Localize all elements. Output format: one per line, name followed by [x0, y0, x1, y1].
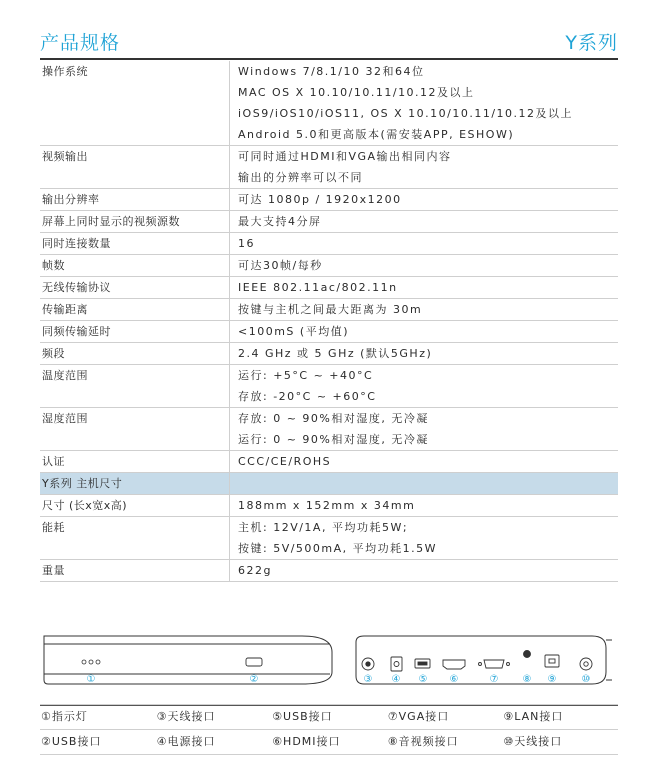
- spec-value-cell: [230, 211, 619, 233]
- section-label: Y系列 主机尺寸: [42, 477, 123, 490]
- spec-value-line: 运行: +5°C ~ +40°C: [238, 369, 374, 382]
- callout-10: ⑩: [581, 674, 591, 685]
- spec-row: [40, 255, 618, 277]
- section-spacer: [238, 473, 618, 494]
- spec-value-line: 2.4 GHz 或 5 GHz (默认5GHz): [238, 347, 433, 360]
- spec-key-cell: [40, 451, 230, 473]
- spec-value-cell: [230, 255, 619, 277]
- spec-key-cell: [40, 255, 230, 277]
- spec-key-cell: [40, 343, 230, 365]
- spec-row: [40, 146, 618, 189]
- spec-row: [40, 189, 618, 211]
- spec-row: [40, 61, 618, 146]
- spec-row: [40, 233, 618, 255]
- spec-row: [40, 408, 618, 451]
- av-port: [524, 651, 531, 658]
- spec-key: 同时连接数量: [42, 237, 111, 250]
- spec-value-line: 输出的分辨率可以不同: [238, 171, 363, 184]
- spec-value-cell: [230, 451, 619, 473]
- spec-value-line: 按键与主机之间最大距离为 30m: [238, 303, 423, 316]
- legend-item: ②USB接口: [40, 730, 156, 755]
- spec-value-line: MAC OS X 10.10/10.11/10.12及以上: [238, 86, 475, 99]
- spec-key: 视频输出: [42, 150, 88, 163]
- page-header: [40, 28, 618, 56]
- series-label: Y系列: [565, 32, 618, 54]
- spec-key: 尺寸 (长x宽x高): [42, 499, 128, 512]
- spec-key: 认证: [42, 455, 65, 468]
- spec-value-cell: [230, 299, 619, 321]
- legend-item: ①指示灯: [40, 705, 156, 730]
- spec-value-line: iOS9/iOS10/iOS11, OS X 10.10/10.11/10.12及以上: [238, 107, 574, 120]
- port-legend: [40, 704, 618, 755]
- lan-port: [545, 655, 559, 667]
- spec-value-line: IEEE 802.11ac/802.11n: [238, 281, 398, 294]
- spec-table-body: [40, 61, 618, 582]
- spec-key: 无线传输协议: [42, 281, 111, 294]
- legend-item: ⑧音视频接口: [387, 730, 503, 755]
- antenna-port-right: [580, 658, 592, 670]
- callout-8: ⑧: [522, 674, 532, 685]
- spec-key: 重量: [42, 564, 65, 577]
- callout-7: ⑦: [489, 674, 499, 685]
- indicator-lights: [82, 660, 100, 664]
- spec-value-cell: [230, 233, 619, 255]
- spec-key: 同频传输延时: [42, 325, 111, 338]
- spec-value-line: 188mm x 152mm x 34mm: [238, 499, 416, 512]
- callout-6: ⑥: [449, 674, 459, 685]
- spec-key: 操作系统: [42, 65, 88, 78]
- spec-value-line: 运行: 0 ~ 90%相对湿度, 无冷凝: [238, 433, 429, 446]
- spec-key-cell: [40, 146, 230, 189]
- spec-key-cell: [40, 560, 230, 582]
- spec-value-line: 最大支持4分屏: [238, 215, 322, 228]
- spec-key-cell: [40, 495, 230, 517]
- spec-value-line: CCC/CE/ROHS: [238, 455, 332, 468]
- spec-key: 湿度范围: [42, 412, 88, 425]
- legend-item: ③天线接口: [156, 705, 272, 730]
- spec-key-cell: [40, 61, 230, 146]
- spec-value-cell: [230, 408, 619, 451]
- spec-value-line: 可达30帧/每秒: [238, 259, 323, 272]
- power-port: [391, 657, 402, 671]
- spec-value-cell: [230, 365, 619, 408]
- legend-item: ④电源接口: [156, 730, 272, 755]
- spec-row: [40, 277, 618, 299]
- spec-row: [40, 321, 618, 343]
- legend-body: [40, 705, 618, 755]
- spec-table: [40, 61, 618, 582]
- spec-value-cell: [230, 343, 619, 365]
- spec-value-line: 622g: [238, 564, 272, 577]
- spec-row: [40, 211, 618, 233]
- callout-9: ⑨: [547, 674, 557, 685]
- spec-key: 频段: [42, 347, 65, 360]
- spec-value-cell: [230, 495, 619, 517]
- spec-value-line: 按键: 5V/500mA, 平均功耗1.5W: [238, 542, 438, 555]
- spec-key-cell: [40, 365, 230, 408]
- spec-value-cell: [230, 61, 619, 146]
- spec-value-cell: [230, 146, 619, 189]
- spec-key-cell: [40, 517, 230, 560]
- legend-item: ⑩天线接口: [502, 730, 618, 755]
- spec-value-line: Android 5.0和更高版本(需安装APP, ESHOW): [238, 128, 515, 141]
- spec-key-cell: [40, 277, 230, 299]
- spec-key: 能耗: [42, 521, 65, 534]
- section-label-cell: [40, 473, 230, 495]
- spec-value-cell: [230, 277, 619, 299]
- spec-value-line: Windows 7/8.1/10 32和64位: [238, 65, 425, 78]
- spec-row: [40, 560, 618, 582]
- spec-key: 温度范围: [42, 369, 88, 382]
- legend-item: ⑤USB接口: [271, 705, 387, 730]
- spec-value-line: 可同时通过HDMI和VGA输出相同内容: [238, 150, 452, 163]
- spec-value-line: 16: [238, 237, 255, 250]
- callout-3: ③: [363, 674, 373, 685]
- spec-key-cell: [40, 189, 230, 211]
- callout-1: ①: [86, 674, 96, 685]
- legend-item: ⑥HDMI接口: [271, 730, 387, 755]
- spec-value-cell: [230, 189, 619, 211]
- spec-key-cell: [40, 211, 230, 233]
- spec-row: [40, 365, 618, 408]
- callout-4: ④: [391, 674, 401, 685]
- hdmi-port: [443, 660, 465, 669]
- legend-item: ⑨LAN接口: [502, 705, 618, 730]
- port-diagram: [40, 628, 618, 690]
- callout-5: ⑤: [418, 674, 428, 685]
- spec-key: 帧数: [42, 259, 65, 272]
- spec-row: [40, 517, 618, 560]
- section-row: [40, 473, 618, 495]
- legend-item: ⑦VGA接口: [387, 705, 503, 730]
- header-divider: [40, 58, 618, 60]
- spec-value-line: 可达 1080p / 1920x1200: [238, 193, 402, 206]
- spec-value-line: <100mS (平均值): [238, 325, 349, 338]
- spec-row: [40, 495, 618, 517]
- spec-key-cell: [40, 233, 230, 255]
- spec-row: [40, 343, 618, 365]
- spec-value-line: 主机: 12V/1A, 平均功耗5W;: [238, 521, 409, 534]
- spec-value-line: 存放: 0 ~ 90%相对湿度, 无冷凝: [238, 412, 429, 425]
- callout-2: ②: [249, 674, 259, 685]
- legend-row: [40, 730, 618, 755]
- legend-row: [40, 705, 618, 730]
- spec-key: 传输距离: [42, 303, 88, 316]
- page-title: 产品规格: [40, 32, 121, 54]
- front-usb-port: [246, 658, 262, 666]
- spec-value-cell: [230, 517, 619, 560]
- spec-key-cell: [40, 408, 230, 451]
- spec-key-cell: [40, 299, 230, 321]
- spec-value-cell: [230, 560, 619, 582]
- spec-row: [40, 451, 618, 473]
- spec-key: 屏幕上同时显示的视频源数: [42, 215, 180, 228]
- spec-key: 输出分辨率: [42, 193, 100, 206]
- spec-value-cell: [230, 321, 619, 343]
- spec-value-line: 存放: -20°C ~ +60°C: [238, 390, 377, 403]
- section-empty-cell: [230, 473, 619, 495]
- spec-key-cell: [40, 321, 230, 343]
- vga-port: [484, 660, 504, 668]
- spec-row: [40, 299, 618, 321]
